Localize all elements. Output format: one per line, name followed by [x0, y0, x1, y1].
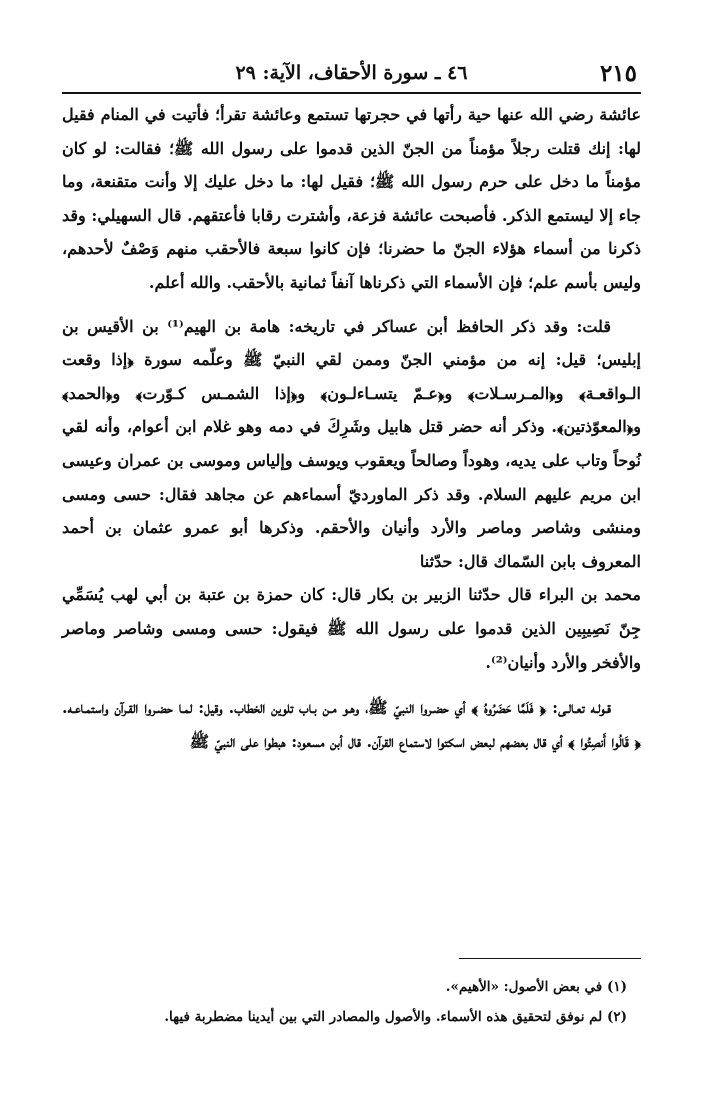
paragraph: عائشة رضي الله عنها حية رأتها في حجرتها تستمع وعائشة تقرأ؛ فأتيت في المنام فقيل لها: إنك قتلت رجلاً مؤمناً من الجنّ الذين قدموا على رسول الله ﷺ؛ فقالت: لو كان مؤمناً ما دخل على حرم رسول الله ﷺ؛ فقيل لها: ما دخل عليك إلا وأنت متقنعة، وما جاء إلا ليستمع الذكر. فأصبحت عائشة فزعة، وأشترت رقابا فأعتقهم. قال السهيلي: وقد ذكرنا من أسماء هؤلاء الجنّ ما حضرنا؛ فإن كانوا سبعة فالأحقب منهم وَصْفٌ لأحدهم، وليس بأسم علم؛ فإن الأسماء التي ذكرناها آنفاً ثمانية بالأحقب. والله أعلم.	[62, 105, 641, 292]
paragraph: محمد بن البراء قال حدّثنا الزبير بن بكار قال: كان حمزة بن عتبة بن أبي لهب يُسَمِّي جِنّ نَصِيبِين الذين قدموا على رسول الله ﷺ فيقول: حسى ومسى وشاصر وماصر والأفخر والأرد وأنيان⁽²⁾.	[62, 585, 641, 672]
footnote-divider	[459, 958, 641, 959]
footnote: (١) في بعض الأصول: «الأهيم».	[445, 979, 627, 995]
paragraph: قـولـه تعـالـى: ﴿ فَلَمَّا حَضَرُوهُ ﴾ أي حضـروا النبيّ ﷺ، وهـو مـن بـاب تلوين الخطاب. وقيل: لمـا حضـروا القـرآن واستمـاعـه. ﴿ قَالُوا أَنصِتُوا ﴾ أي قال بعضهم لبعض اسكتوا لاستماع القرآن. قال أبن مسعود: هبطوا على النبيّ ﷺ	[62, 698, 641, 751]
footnotes	[62, 972, 641, 1032]
main-text	[62, 98, 641, 758]
paragraph: قلت: وقد ذكر الحافظ أبن عساكر في تاريخه: هامة بن الهيم⁽¹⁾ بن الأقيس بن إبليس؛ قيل: إنه من مؤمني الجنّ وممن لقي النبيّ ﷺ وعلّمه سورة ﴿إذا وقعت الـواقعـة﴾ و﴿المـرسـلات﴾ و﴿عـمّ يتسـاءلـون﴾ و﴿إذا الشمـس كـوّرت﴾ و﴿الحمد﴾ و﴿المعوّذتين﴾. وذكر أنه حضر قتل هابيل وشَرِكَ في دمه وهو غلام ابن أعوام، وأنه لقي نُوحاً وتاب على يديه، وهوداً وصالحاً ويعقوب ويوسف وإلياس وموسى بن عمران وعيسى ابن مريم عليهم السلام. وقد ذكر الماورديّ أسماءهم عن مجاهد فقال: حسى ومسى ومنشى وشاصر وماصر والأرد وأنيان والأحقم. وذكرها أبو عمرو عثمان بن أحمد المعروف بابن السّماك قال: حدّثنا	[62, 316, 641, 571]
footnote: (٢) لم نوفق لتحقيق هذه الأسماء. والأصول والمصادر التي بين أيدينا مضطربة فيها.	[164, 1009, 627, 1025]
page-header	[62, 58, 641, 94]
page-number: ٢١٥	[599, 60, 637, 87]
running-head: ٤٦ ـ سورة الأحقاف، الآية: ٢٩	[235, 62, 468, 84]
